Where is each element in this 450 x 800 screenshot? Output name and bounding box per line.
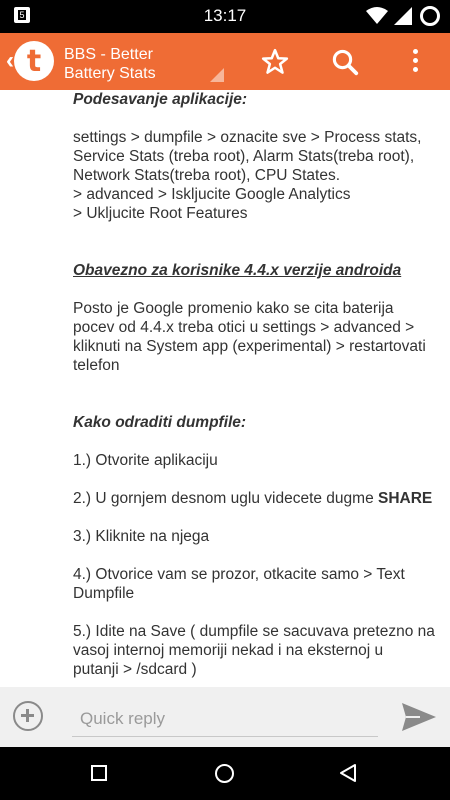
battery-icon	[420, 6, 440, 26]
system-nav-bar	[0, 747, 450, 800]
section-heading-android: Obavezno za korisnike 4.4.x verzije androida	[73, 262, 402, 279]
forum-title-line2: Battery Stats	[64, 65, 156, 82]
signal-icon	[394, 7, 412, 25]
step-5-line-2: vasoj internoj memoriji nekad i na eksternoj u	[73, 642, 384, 659]
setup-line-1: settings > dumpfile > oznacite sve > Process stats,	[73, 129, 422, 146]
home-icon[interactable]	[215, 764, 234, 783]
step-1: 1.) Otvorite aplikaciju	[73, 452, 218, 469]
android-line-4: telefon	[73, 357, 120, 374]
setup-line-4: > advanced > Iskljucite Google Analytics	[73, 186, 351, 203]
search-icon[interactable]	[330, 47, 360, 77]
post-content	[0, 90, 450, 687]
logo-letter: t	[26, 44, 42, 79]
android-line-1: Posto je Google promenio kako se cita baterija	[73, 300, 394, 317]
overflow-menu-icon[interactable]	[405, 45, 425, 79]
status-bar	[0, 0, 450, 33]
status-time: 13:17	[203, 6, 247, 25]
android-line-2: pocev od 4.4.x treba otici u settings > advanced >	[73, 319, 415, 336]
recent-apps-icon[interactable]	[91, 765, 107, 781]
step-2	[73, 489, 438, 508]
dropdown-corner-icon	[210, 68, 224, 82]
app-logo[interactable]	[14, 41, 54, 81]
quick-reply-input[interactable]	[72, 701, 378, 737]
forum-title-line1: BBS - Better	[64, 46, 153, 63]
setup-line-3: Network Stats(treba root), CPU States.	[73, 167, 341, 184]
send-icon[interactable]	[400, 701, 438, 733]
section-heading-setup: Podesavanje aplikacije:	[73, 91, 248, 108]
setup-line-2: Service Stats (treba root), Alarm Stats(treba root),	[73, 148, 415, 165]
add-attachment-icon[interactable]	[13, 701, 43, 731]
forum-title[interactable]	[64, 45, 234, 83]
app-bar	[0, 33, 450, 90]
step-5-line-1: 5.) Idite na Save ( dumpfile se sacuvava pretezno na	[73, 623, 435, 640]
android-line-3: kliknuti na System app (experimental) > restartovati	[73, 338, 426, 355]
notification-badge: 5	[19, 10, 25, 20]
step-4-line-1: 4.) Otvorice vam se prozor, otkacite samo > Text	[73, 566, 405, 583]
setup-line-5: > Ukljucite Root Features	[73, 205, 248, 222]
quick-reply-bar	[0, 687, 450, 747]
back-icon[interactable]	[338, 763, 358, 783]
step-2-text: 2.) U gornjem desnom uglu videcete dugme	[73, 490, 378, 507]
wifi-icon	[366, 7, 388, 25]
star-icon[interactable]	[260, 47, 290, 77]
section-heading-dumpfile: Kako odraditi dumpfile:	[73, 414, 247, 431]
step-4-line-2: Dumpfile	[73, 585, 135, 602]
step-3: 3.) Kliknite na njega	[73, 528, 210, 545]
step-2-bold: SHARE	[378, 490, 433, 507]
back-chevron-icon[interactable]: ‹	[6, 47, 14, 74]
post-body	[73, 90, 438, 679]
step-5-line-3: putanji > /sdcard )	[73, 661, 197, 678]
